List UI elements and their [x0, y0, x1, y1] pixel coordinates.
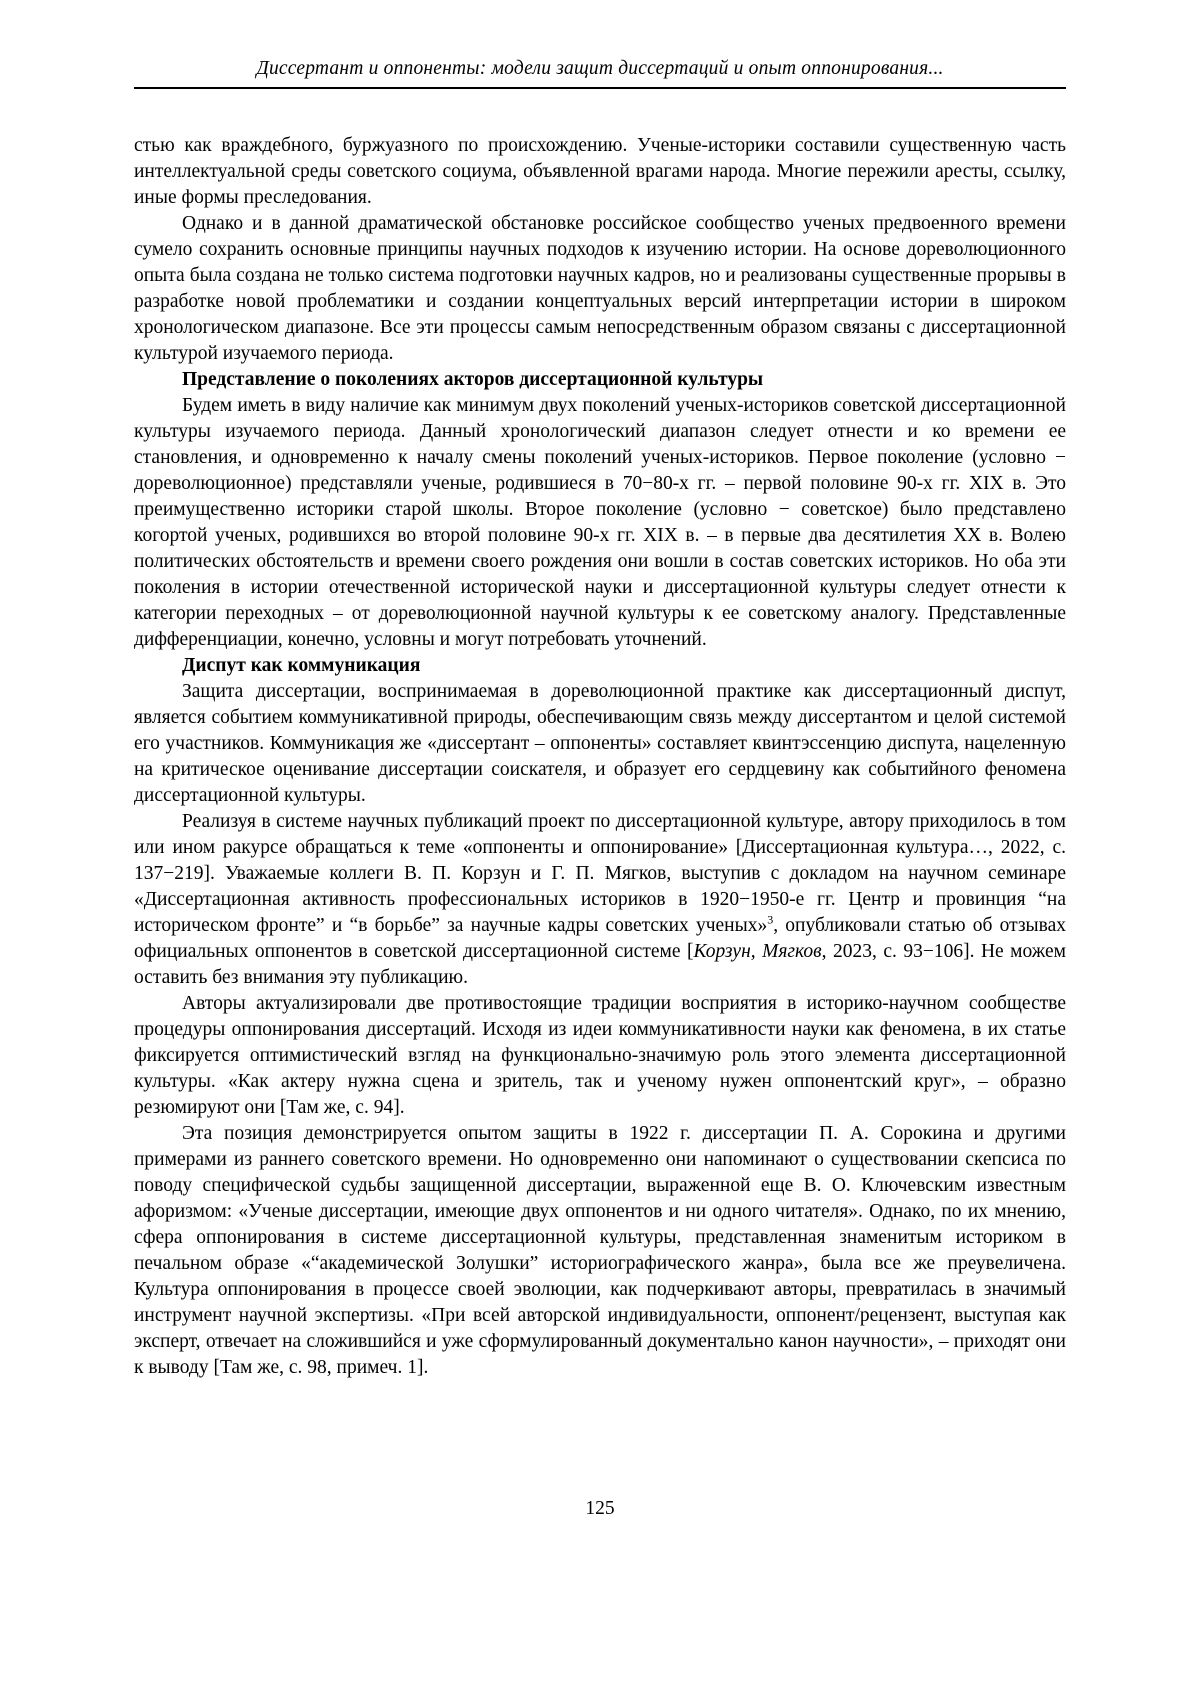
section-heading: Диспут как коммуникация	[182, 655, 421, 676]
text-run: Однако и в данной драматической обстановке российское сообщество ученых предвоенного времени сумело сохранить основные принципы научных подходов к изучению истории. На основе дореволюционного опыта была создана не только система подготовки научных кадров, но и реализованы существенные прорывы в разработке новой проблематики и создании концептуальных версий интерпретации истории в широком хронологическом диапазоне. Все эти процессы самым непосредственным образом связаны с диссертационной культурой изучаемого периода.	[134, 213, 1066, 364]
running-header	[134, 58, 1066, 89]
text-run: Защита диссертации, воспринимаемая в дореволюционной практике как диссертационный диспут, является событием коммуникативной природы, обеспечивающим связь между диссертантом и целой системой его участников. Коммуникация же «диссертант – оппоненты» составляет квинтэссенцию диспута, нацеленную на критическое оценивание диссертации соискателя, и образует его сердцевину как событийного феномена диссертационной культуры.	[134, 681, 1066, 806]
paragraph	[134, 1121, 1066, 1381]
section-heading: Представление о поколениях акторов диссертационной культуры	[182, 369, 764, 390]
paragraph	[134, 991, 1066, 1121]
running-header-title: Диссертант и оппоненты: модели защит диссертаций и опыт оппонирования...	[256, 58, 944, 79]
page-number: 125	[585, 1498, 615, 1519]
paragraph	[134, 211, 1066, 367]
text-run: Эта позиция демонстрируется опытом защиты в 1922 г. диссертации П. А. Сорокина и другими примерами из раннего советского времени. Но одновременно они напоминают о существовании скепсиса по поводу специфической судьбы защищенной диссертации, выраженной еще В. О. Ключевским известным афоризмом: «Ученые диссертации, имеющие двух оппонентов и ни одного читателя». Однако, по их мнению, сфера оппонирования в системе диссертационной культуры, представленная знаменитым историком в печальном образе «“академической Золушки” историографического жанра», была все же преувеличена. Культура оппонирования в процессе своей эволюции, как подчеркивают авторы, превратилась в значимый инструмент научной экспертизы. «При всей авторской индивидуальности, оппонент/рецензент, выступая как эксперт, отвечает на сложившийся и уже сформулированный документально канон научности», – приходят они к выводу [Там же, с. 98, примеч. 1].	[134, 1123, 1066, 1378]
text-run: , 2023, с. 93−106]. Не можем оставить без внимания эту публикацию.	[134, 941, 1066, 988]
paragraph	[134, 679, 1066, 809]
paragraph	[134, 393, 1066, 653]
text-run: , опубликовали статью об отзывах официальных оппонентов в советской диссертационной системе [	[134, 915, 1066, 962]
footnote-marker: 3	[767, 912, 774, 927]
page-footer	[0, 1498, 1200, 1520]
text-run: Корзун, Мягков	[693, 941, 822, 962]
text-run: Будем иметь в виду наличие как минимум двух поколений ученых-историков советской диссертационной культуры изучаемого периода. Данный хронологический диапазон следует отнести и ко времени ее становления, и одновременно к началу смены поколений ученых-историков. Первое поколение (условно − дореволюционное) представляли ученые, родившиеся в 70−80-х гг. – первой половине 90-х гг. XIX в. Это преимущественно историки старой школы. Второе поколение (условно − советское) было представлено когортой ученых, родившихся во второй половине 90-х гг. XIX в. – в первые два десятилетия XX в. Волею политических обстоятельств и времени своего рождения они вошли в состав советских историков. Но оба эти поколения в истории отечественной исторической науки и диссертационной культуры следует отнести к категории переходных – от дореволюционной научной культуры к ее советскому аналогу. Представленные дифференциации, конечно, условны и могут потребовать уточнений.	[134, 395, 1066, 650]
text-run: Реализуя в системе научных публикаций проект по диссертационной культуре, автору приходилось в том или ином ракурсе обращаться к теме «оппоненты и оппонирование» [Диссертационная культура…, 2022, с. 137−219]. Уважаемые коллеги В. П. Корзун и Г. П. Мягков, выступив с докладом на научном семинаре «Диссертационная активность профессиональных историков в 1920−1950-е гг. Центр и провинция “на историческом фронте” и “в борьбе” за научные кадры советских ученых»	[134, 811, 1066, 936]
text-run: Авторы актуализировали две противостоящие традиции восприятия в историко-научном сообществе процедуры оппонирования диссертаций. Исходя из идеи коммуникативности науки как феномена, в их статье фиксируется оптимистический взгляд на функционально-значимую роль этого элемента диссертационной культуры. «Как актеру нужна сцена и зритель, так и ученому нужен оппонентский круг», – образно резюмируют они [Там же, с. 94].	[134, 993, 1066, 1118]
paragraph	[134, 809, 1066, 991]
article-body	[134, 133, 1066, 1381]
text-run: стью как враждебного, буржуазного по происхождению. Ученые-историки составили существенную часть интеллектуальной среды советского социума, объявленной врагами народа. Многие пережили аресты, ссылку, иные формы преследования.	[134, 135, 1066, 208]
paragraph	[134, 133, 1066, 211]
